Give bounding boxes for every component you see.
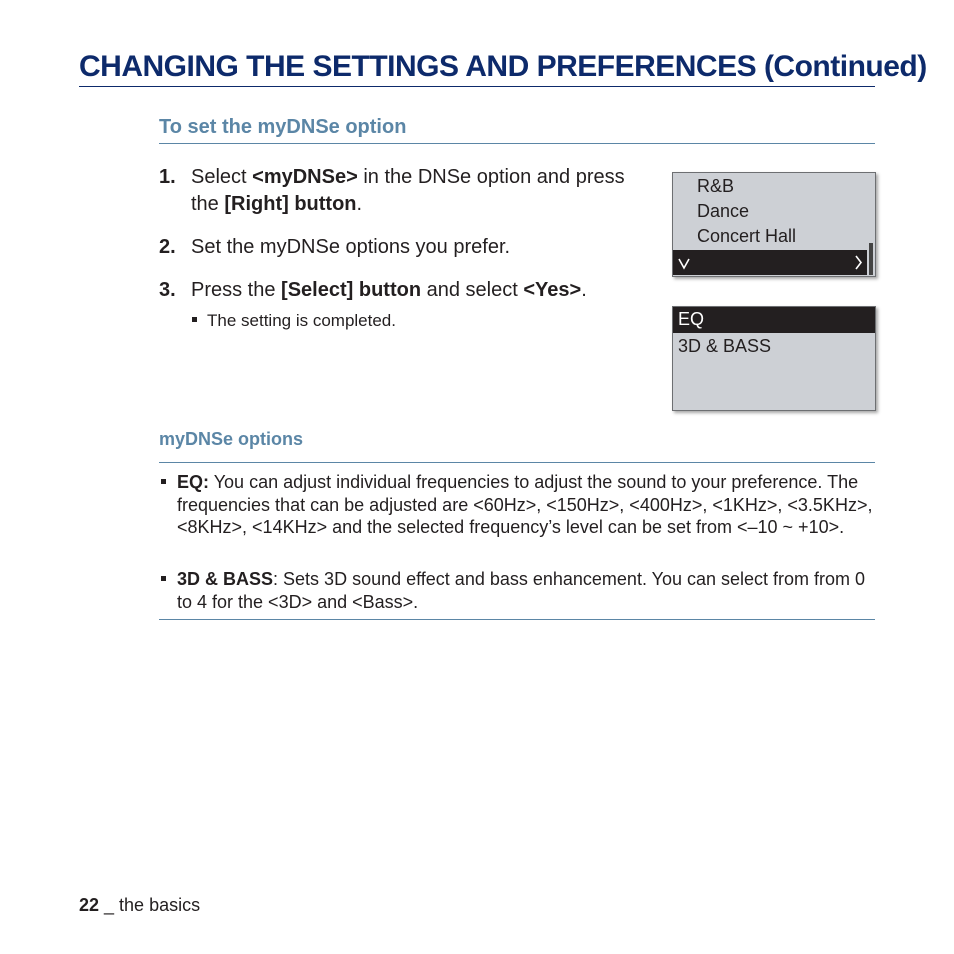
screen-menu-item: Dance — [697, 201, 750, 221]
section-heading-set-mydnse: To set the myDNSe option — [159, 116, 407, 138]
title-divider — [79, 86, 875, 87]
step-text: Set the myDNSe options you prefer. — [191, 236, 511, 258]
step-text-part: in the DNSe option and press the — [191, 166, 625, 215]
footer-label: _ the basics — [99, 895, 201, 915]
chevron-down-icon — [679, 259, 689, 268]
option-description: : Sets 3D sound effect and bass enhancement. You can select from from 0 to 4 for the <3D> and <Bass>. — [177, 569, 866, 612]
screen-selection-arrows — [673, 250, 867, 275]
step-text-part: Press the — [191, 279, 282, 301]
device-screen-dnse-list — [672, 172, 876, 277]
section-heading-mydnse-options: myDNSe options — [159, 429, 304, 449]
step-text-bold: <myDNSe> — [252, 166, 358, 188]
bullet-square-icon — [192, 317, 197, 322]
step-text-part: Select — [191, 166, 253, 188]
page-footer — [79, 895, 200, 916]
page-number: 22 — [79, 895, 100, 915]
device-screen-mydnse-options — [672, 306, 876, 411]
bullet-square-icon — [161, 576, 166, 581]
step-text — [191, 277, 631, 304]
section-bottom-divider — [159, 619, 875, 620]
bullet-square-icon — [161, 479, 166, 484]
screen-menu-item-3d-bass: 3D & BASS — [678, 336, 772, 356]
option-description: You can adjust individual frequencies to adjust the sound to your preference. The frequencies that can be adjusted are <60Hz>, <150Hz>, <400Hz>, <1KHz>, <3.5KHz>, <8KHz>, <14KHz> and the selected frequency’s level can be set from <–10 ~ +10>. — [177, 472, 873, 537]
screen-menu-item-eq: EQ — [678, 309, 705, 329]
option-text — [177, 471, 877, 539]
screen-scrollbar — [869, 243, 873, 275]
section-divider — [159, 462, 875, 463]
step-text-part: . — [581, 279, 587, 301]
note-text: The setting is completed. — [207, 311, 396, 330]
screen-menu-item: Concert Hall — [697, 226, 797, 246]
step-number: 2. — [159, 236, 176, 258]
step-text-bold: <Yes> — [523, 279, 582, 301]
step-text-bold: [Right] button — [224, 193, 357, 215]
step-text-bold: [Select] button — [281, 279, 422, 301]
step-text-part: and select — [421, 279, 524, 301]
step-number: 1. — [159, 166, 176, 188]
option-text — [177, 568, 877, 613]
option-label: 3D & BASS — [177, 569, 274, 589]
chevron-right-icon — [856, 256, 861, 269]
page-title: CHANGING THE SETTINGS AND PREFERENCES (Continued) — [79, 50, 927, 83]
screen-selected-item — [673, 250, 867, 275]
screen-menu-item: R&B — [697, 176, 735, 196]
option-label: EQ: — [177, 472, 210, 492]
step-text-part: . — [356, 193, 363, 215]
section-divider — [159, 143, 875, 144]
step-number: 3. — [159, 279, 176, 301]
step-text — [191, 164, 631, 218]
step-note — [192, 311, 396, 331]
